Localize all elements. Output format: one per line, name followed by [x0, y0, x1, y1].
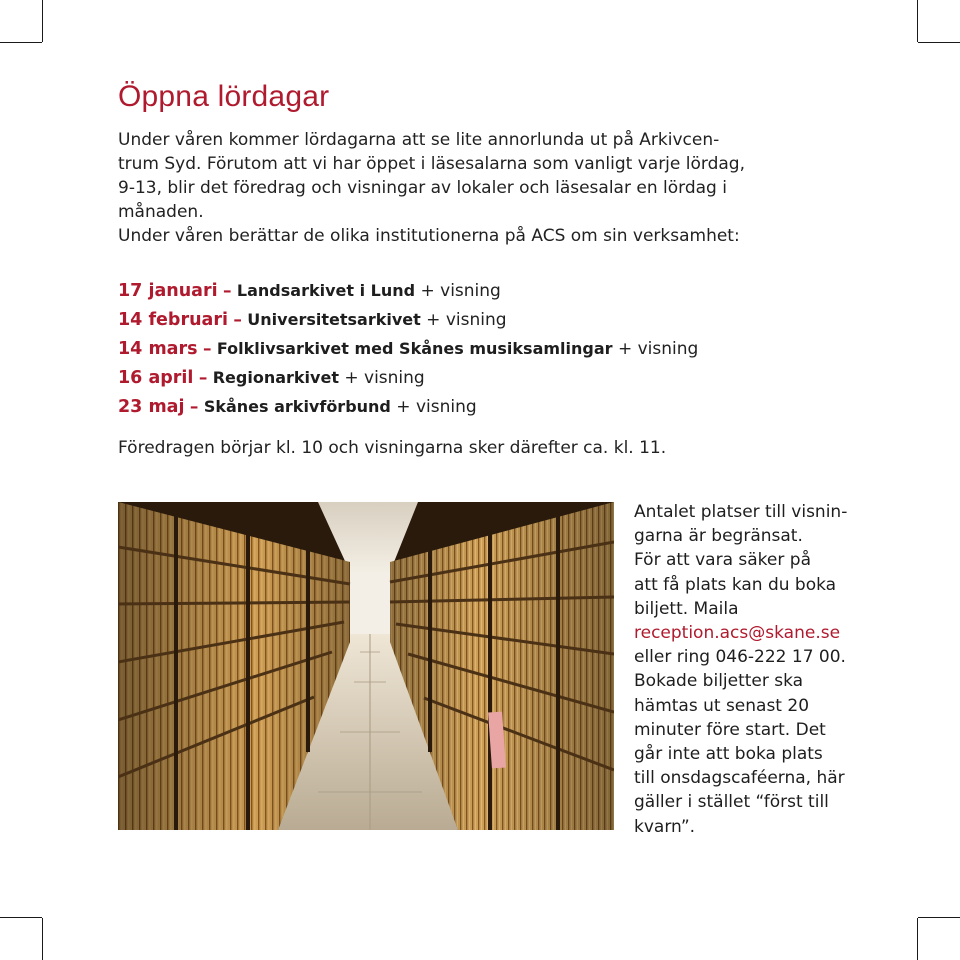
info-line: Antalet platser till visnin-: [634, 502, 848, 522]
event-item: [118, 276, 878, 305]
crop-mark: [0, 42, 42, 43]
crop-mark: [917, 0, 918, 42]
intro-line: trum Syd. Förutom att vi har öppet i läsesalarna som vanligt varje lördag,: [118, 154, 745, 174]
event-item: [118, 363, 878, 392]
event-extra: + visning: [390, 397, 477, 417]
event-place: Regionarkivet: [212, 368, 339, 387]
event-extra: + visning: [415, 281, 501, 301]
intro-line: Under våren kommer lördagarna att se lite annorlunda ut på Arkivcen-: [118, 130, 720, 150]
crop-mark: [42, 0, 43, 42]
page-title: Öppna lördagar: [118, 80, 330, 113]
info-line: att få plats kan du boka: [634, 574, 837, 595]
event-item: [118, 334, 878, 363]
schedule-note: Föredragen börjar kl. 10 och visningarna sker därefter ca. kl. 11.: [118, 438, 667, 458]
event-extra: + visning: [338, 368, 425, 388]
event-extra: + visning: [420, 310, 507, 330]
event-date: 14 mars: [118, 339, 198, 359]
crop-mark: [917, 918, 918, 960]
info-line: gäller i stället “först till: [634, 792, 829, 813]
event-place: Universitetsarkivet: [247, 310, 421, 329]
crop-mark: [918, 917, 960, 918]
intro-line: månaden.: [118, 202, 204, 222]
info-line: För att vara säker på: [634, 550, 811, 571]
info-line: till onsdagscaféerna, här: [634, 768, 845, 789]
intro-line: Under våren berättar de olika institutionerna på ACS om sin verksamhet:: [118, 226, 740, 246]
archive-photo: [118, 502, 614, 830]
event-date: 14 februari: [118, 310, 228, 330]
crop-mark: [42, 918, 43, 960]
event-date: 16 april: [118, 368, 194, 388]
info-line: Bokade biljetter ska: [634, 671, 804, 692]
crop-mark: [0, 917, 42, 918]
info-line: hämtas ut senast 20: [634, 695, 810, 716]
intro-text: [118, 128, 838, 248]
event-item: [118, 305, 878, 334]
booking-info: [634, 500, 934, 839]
event-item: [118, 392, 878, 421]
event-dash: –: [223, 281, 232, 301]
event-place: Folklivsarkivet med Skånes musiksamlingar: [216, 339, 613, 358]
event-dash: –: [189, 397, 199, 417]
info-line: kvarn”.: [634, 816, 696, 837]
event-date: 23 maj: [118, 397, 185, 417]
info-line: garna är begränsat.: [634, 526, 803, 547]
event-dash: –: [198, 368, 208, 388]
event-date: 17 januari: [118, 281, 218, 301]
event-dash: –: [202, 339, 212, 359]
info-line: går inte att boka plats: [634, 744, 823, 765]
info-line: eller ring 046-222 17 00.: [634, 647, 846, 668]
event-place: Skånes arkivförbund: [203, 397, 391, 416]
event-place: Landsarkivet i Lund: [236, 281, 416, 300]
event-list: [118, 276, 878, 421]
info-line: minuter före start. Det: [634, 719, 826, 740]
email-link[interactable]: reception.acs@skane.se: [634, 623, 841, 644]
info-line: biljett. Maila: [634, 598, 739, 619]
intro-line: 9-13, blir det föredrag och visningar av lokaler och läsesalar en lördag i: [118, 178, 727, 198]
crop-mark: [918, 42, 960, 43]
event-dash: –: [233, 310, 242, 330]
event-extra: + visning: [612, 339, 699, 359]
